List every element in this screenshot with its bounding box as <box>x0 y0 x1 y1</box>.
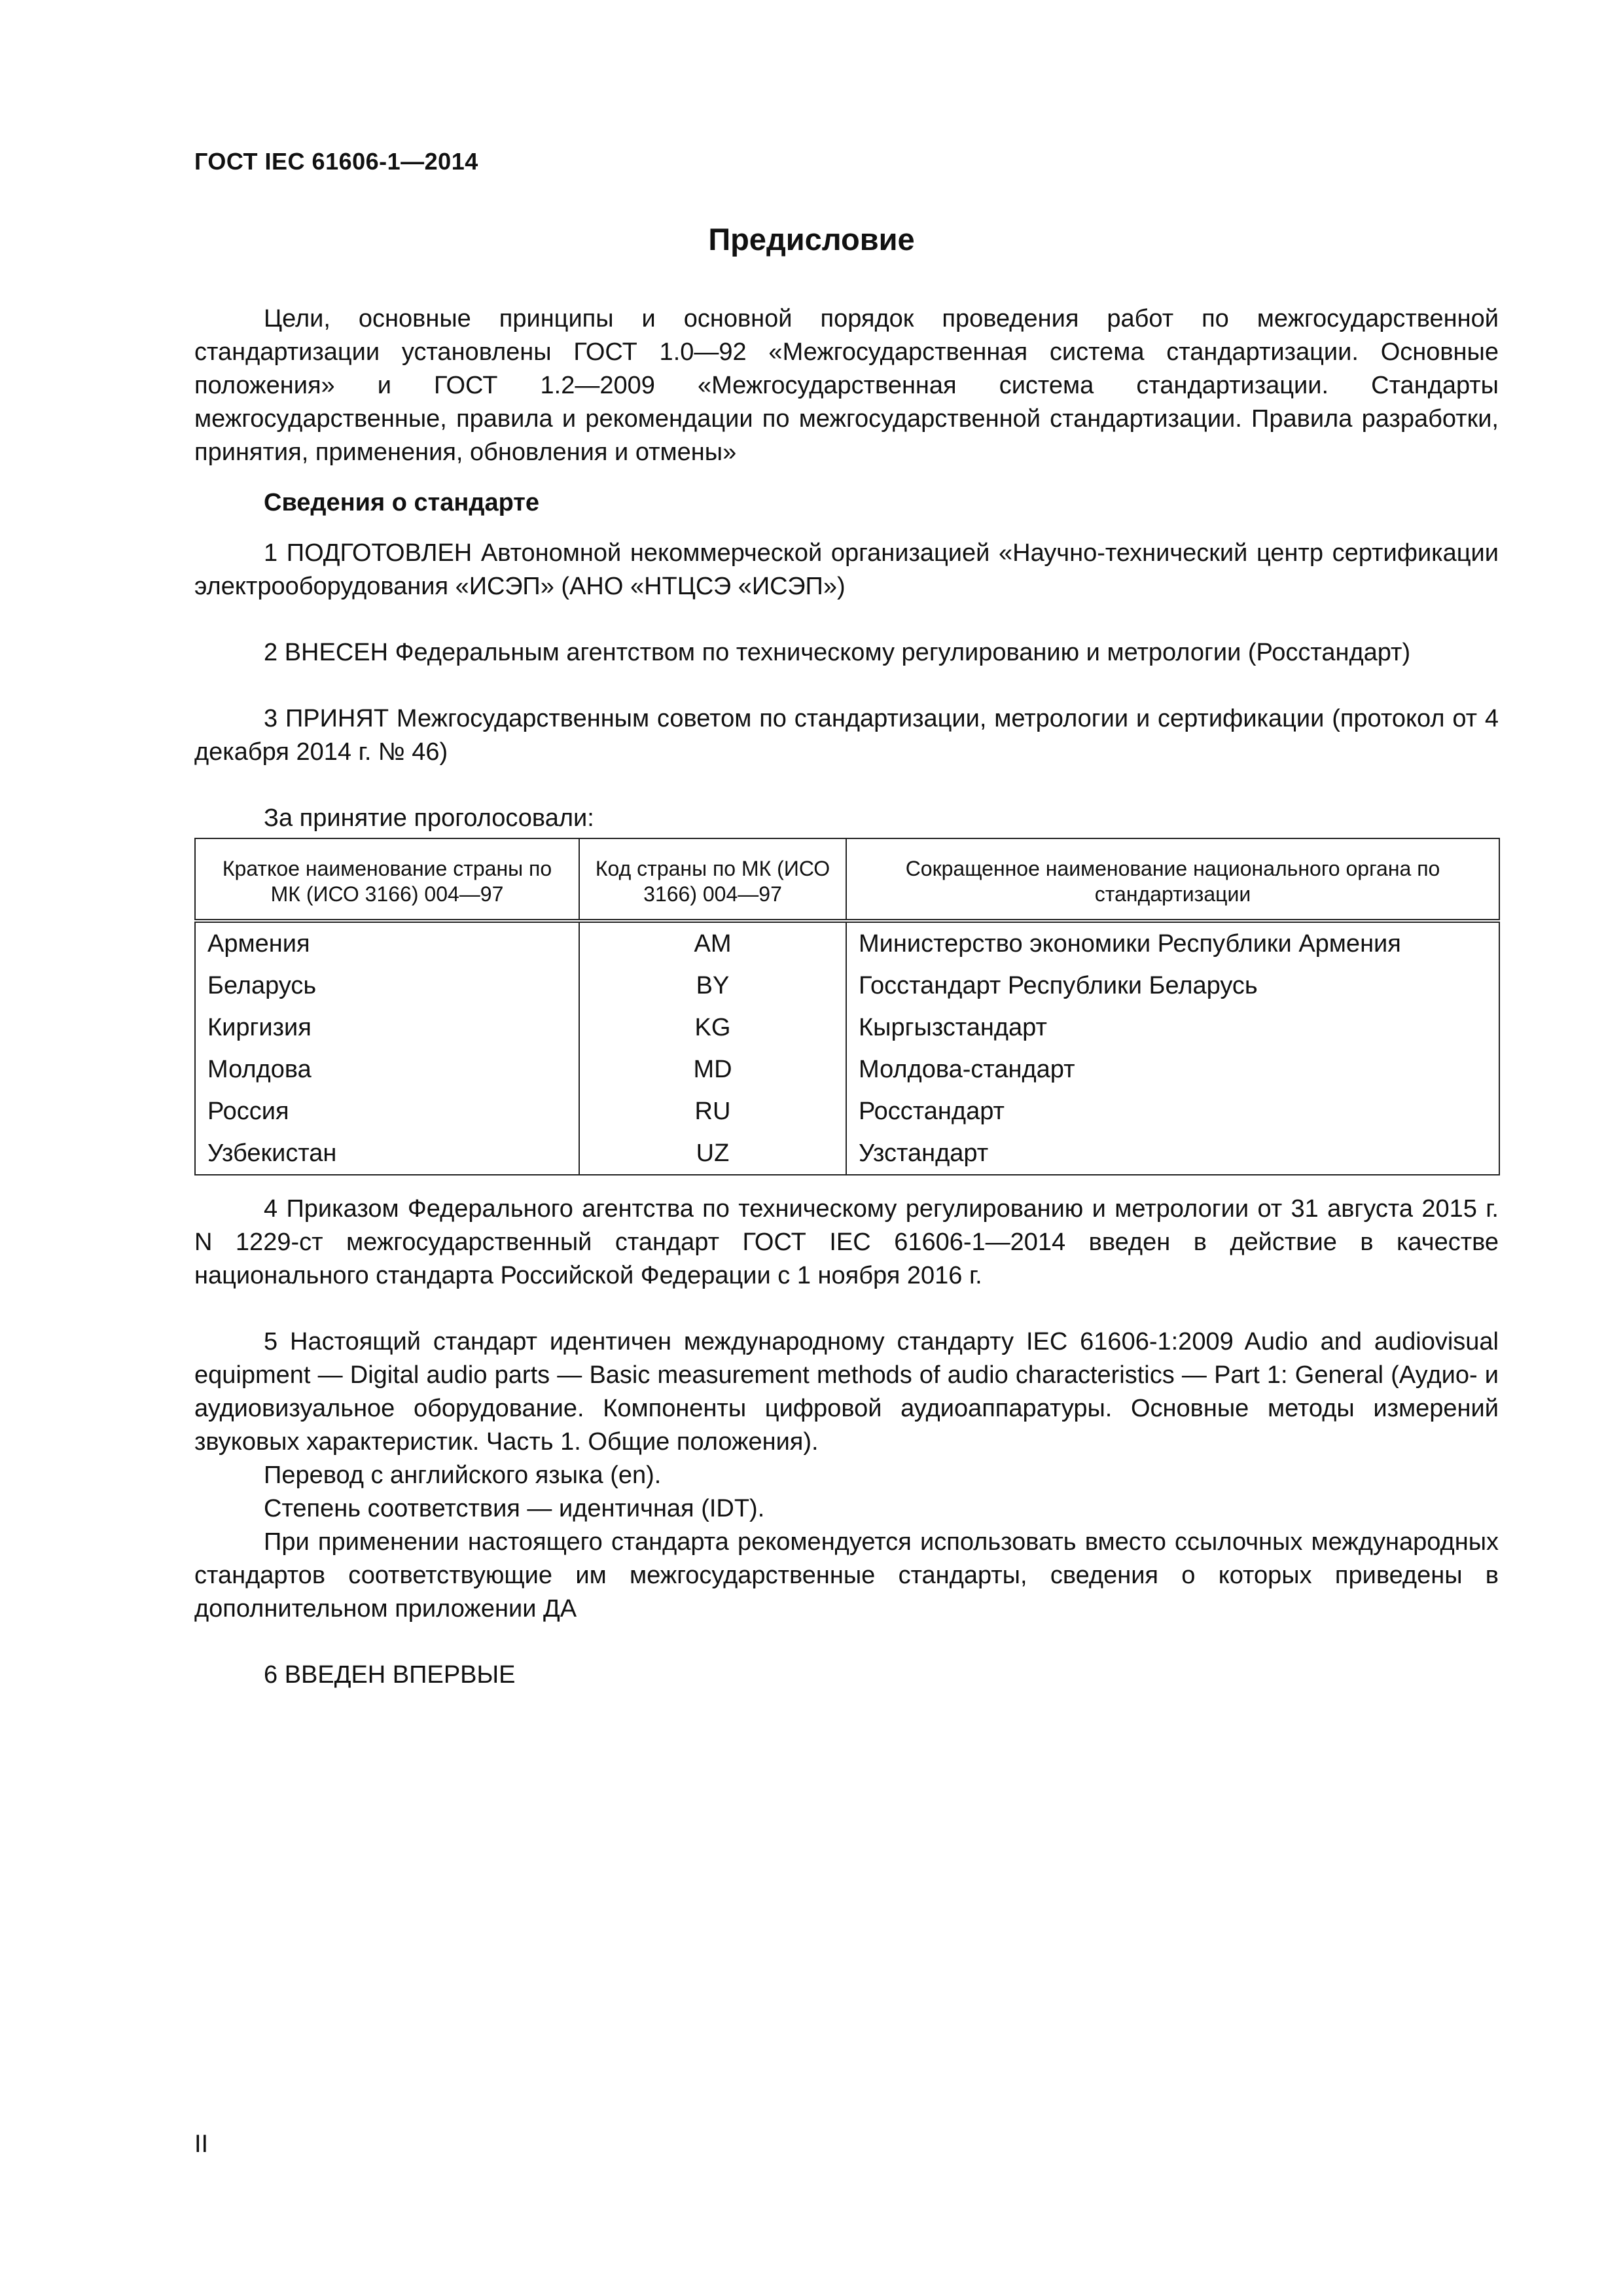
page-title: Предисловие <box>708 222 915 257</box>
table-row <box>195 1007 1499 1049</box>
document-header: ГОСТ IEC 61606-1—2014 <box>194 148 478 175</box>
item-5-degree: Степень соответствия — идентичная (IDT). <box>264 1495 765 1522</box>
table-row <box>195 1132 1499 1175</box>
country-cell: Киргизия <box>195 1007 579 1049</box>
item-1: 1 ПОДГОТОВЛЕН Автономной некоммерческой организацией «Научно-технический центр сертификации электрооборудования «ИСЭП» (АНО «НТЦСЭ «ИСЭП») <box>194 539 1499 600</box>
table-row <box>195 1049 1499 1090</box>
code-cell: BY <box>579 965 846 1007</box>
section-title: Сведения о стандарте <box>264 489 540 516</box>
table-row <box>195 921 1499 965</box>
body-cell: Министерство экономики Республики Армения <box>846 921 1499 965</box>
item-5-note: При применении настоящего стандарта рекомендуется использовать вместо ссылочных международных стандартов соответствующие им межгосударственные стандарты, сведения о которых приведены в дополнительном приложении ДА <box>194 1528 1499 1623</box>
body-cell: Молдова-стандарт <box>846 1049 1499 1090</box>
table-row <box>195 965 1499 1007</box>
body-cell: Кыргызстандарт <box>846 1007 1499 1049</box>
table-header-row <box>195 838 1499 921</box>
column-header: Сокращенное наименование национального органа по стандартизации <box>846 838 1499 921</box>
votes-table <box>194 838 1500 1175</box>
item-5: 5 Настоящий стандарт идентичен международному стандарту IEC 61606-1:2009 Audio and audiovisual equipment — Digital audio parts — Basic measurement methods of audio characteristics — Part 1: General (Аудио- и аудиовизуальное оборудование. Компоненты цифровой аудиоаппаратуры. Основные методы измерений звуковых характеристик. Часть 1. Общие положения). <box>194 1328 1499 1456</box>
vote-label: За принятие проголосовали: <box>264 804 594 832</box>
body-cell: Росстандарт <box>846 1090 1499 1132</box>
code-cell: MD <box>579 1049 846 1090</box>
country-cell: Армения <box>195 921 579 965</box>
country-cell: Узбекистан <box>195 1132 579 1175</box>
code-cell: KG <box>579 1007 846 1049</box>
item-5-translation: Перевод с английского языка (en). <box>264 1462 662 1489</box>
column-header: Краткое наименование страны по МК (ИСО 3166) 004—97 <box>195 838 579 921</box>
body-cell: Узстандарт <box>846 1132 1499 1175</box>
column-header: Код страны по МК (ИСО 3166) 004—97 <box>579 838 846 921</box>
body-cell: Госстандарт Республики Беларусь <box>846 965 1499 1007</box>
intro-paragraph: Цели, основные принципы и основной порядок проведения работ по межгосударственной стандартизации установлены ГОСТ 1.0—92 «Межгосударственная система стандартизации. Основные положения» и ГОСТ 1.2—2009 «Межгосударственная система стандартизации. Стандарты межгосударственные, правила и рекомендации по межгосударственной стандартизации. Правила разработки, принятия, применения, обновления и отмены» <box>194 305 1499 466</box>
country-cell: Молдова <box>195 1049 579 1090</box>
code-cell: AM <box>579 921 846 965</box>
item-6: 6 ВВЕДЕН ВПЕРВЫЕ <box>264 1661 516 1689</box>
code-cell: UZ <box>579 1132 846 1175</box>
item-3: 3 ПРИНЯТ Межгосударственным советом по стандартизации, метрологии и сертификации (протокол от 4 декабря 2014 г. № 46) <box>194 705 1499 766</box>
item-2: 2 ВНЕСЕН Федеральным агентством по техническому регулированию и метрологии (Росстандарт) <box>264 639 1411 666</box>
table-row <box>195 1090 1499 1132</box>
item-4: 4 Приказом Федерального агентства по техническому регулированию и метрологии от 31 августа 2015 г. N 1229-ст межгосударственный стандарт ГОСТ IEC 61606-1—2014 введен в действие в качестве национального стандарта Российской Федерации с 1 ноября 2016 г. <box>194 1195 1499 1289</box>
page-number: II <box>194 2130 209 2158</box>
country-cell: Россия <box>195 1090 579 1132</box>
code-cell: RU <box>579 1090 846 1132</box>
document-body <box>194 302 1499 1692</box>
country-cell: Беларусь <box>195 965 579 1007</box>
